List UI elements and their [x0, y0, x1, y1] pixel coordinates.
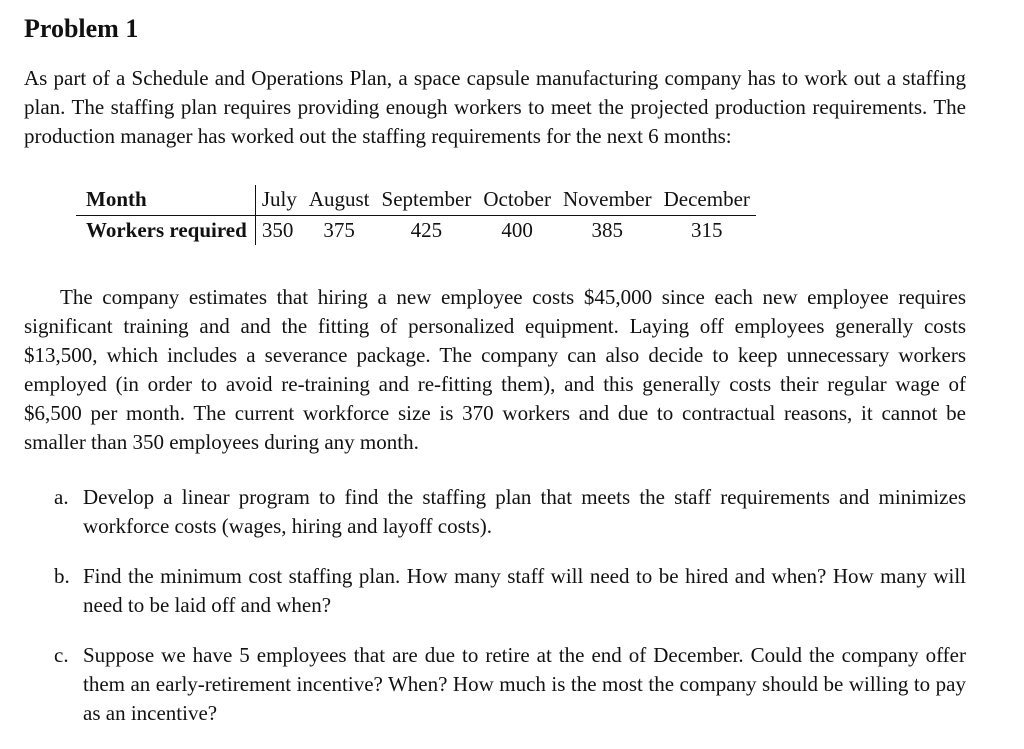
- cost-section: [24, 283, 966, 457]
- workers-cell: 375: [303, 216, 376, 246]
- table-row: [76, 216, 756, 246]
- item-marker: c.: [54, 643, 69, 667]
- month-cell: October: [483, 187, 551, 211]
- staffing-table: [76, 185, 756, 245]
- workers-cell: 400: [477, 216, 557, 246]
- question-text: Develop a linear program to find the staffing plan that meets the staff requirements and minimizes workforce costs (wages, hiring and layoff costs).: [83, 485, 966, 538]
- workers-required-header: Workers required: [76, 216, 255, 246]
- workers-cell: 350: [255, 216, 303, 246]
- cost-paragraph: The company estimates that hiring a new employee costs $45,000 since each new employee requires significant training and and the fitting of personalized equipment. Laying off employees generally costs $13,500, which includes a severance package. The company can also decide to keep unnecessary workers employed (in order to avoid re-training and re-fitting them), and this generally costs their regular wage of $6,500 per month. The current workforce size is 370 workers and due to contractual reasons, it cannot be smaller than 350 employees during any month.: [24, 285, 966, 454]
- workers-cell: 315: [658, 216, 756, 246]
- month-cell: December: [663, 187, 750, 211]
- list-item: [54, 483, 966, 541]
- question-text: Suppose we have 5 employees that are due to retire at the end of December. Could the company offer them an early-retirement incentive? When? How much is the most the company should be willing to pay as an incentive?: [83, 643, 966, 725]
- month-cell: November: [562, 187, 652, 211]
- workers-cell: 425: [376, 216, 478, 246]
- workers-cell: 385: [557, 216, 658, 246]
- question-list: [54, 483, 966, 749]
- list-item: [54, 641, 966, 728]
- month-header: Month: [76, 185, 255, 216]
- document-page: [24, 12, 966, 151]
- month-cell: September: [381, 187, 472, 211]
- item-marker: b.: [54, 564, 70, 588]
- item-marker: a.: [54, 485, 69, 509]
- month-cell: July: [261, 187, 297, 211]
- month-cell: August: [308, 187, 370, 211]
- intro-paragraph: As part of a Schedule and Operations Plan, a space capsule manufacturing company has to work out a staffing plan. The staffing plan requires providing enough workers to meet the projected production requirements. The production manager has worked out the staffing requirements for the next 6 months:: [24, 66, 966, 148]
- list-item: [54, 562, 966, 620]
- question-text: Find the minimum cost staffing plan. How many staff will need to be hired and when? How many will need to be laid off and when?: [83, 564, 966, 617]
- problem-title: Problem 1: [24, 14, 139, 43]
- table-header-row: [76, 185, 756, 216]
